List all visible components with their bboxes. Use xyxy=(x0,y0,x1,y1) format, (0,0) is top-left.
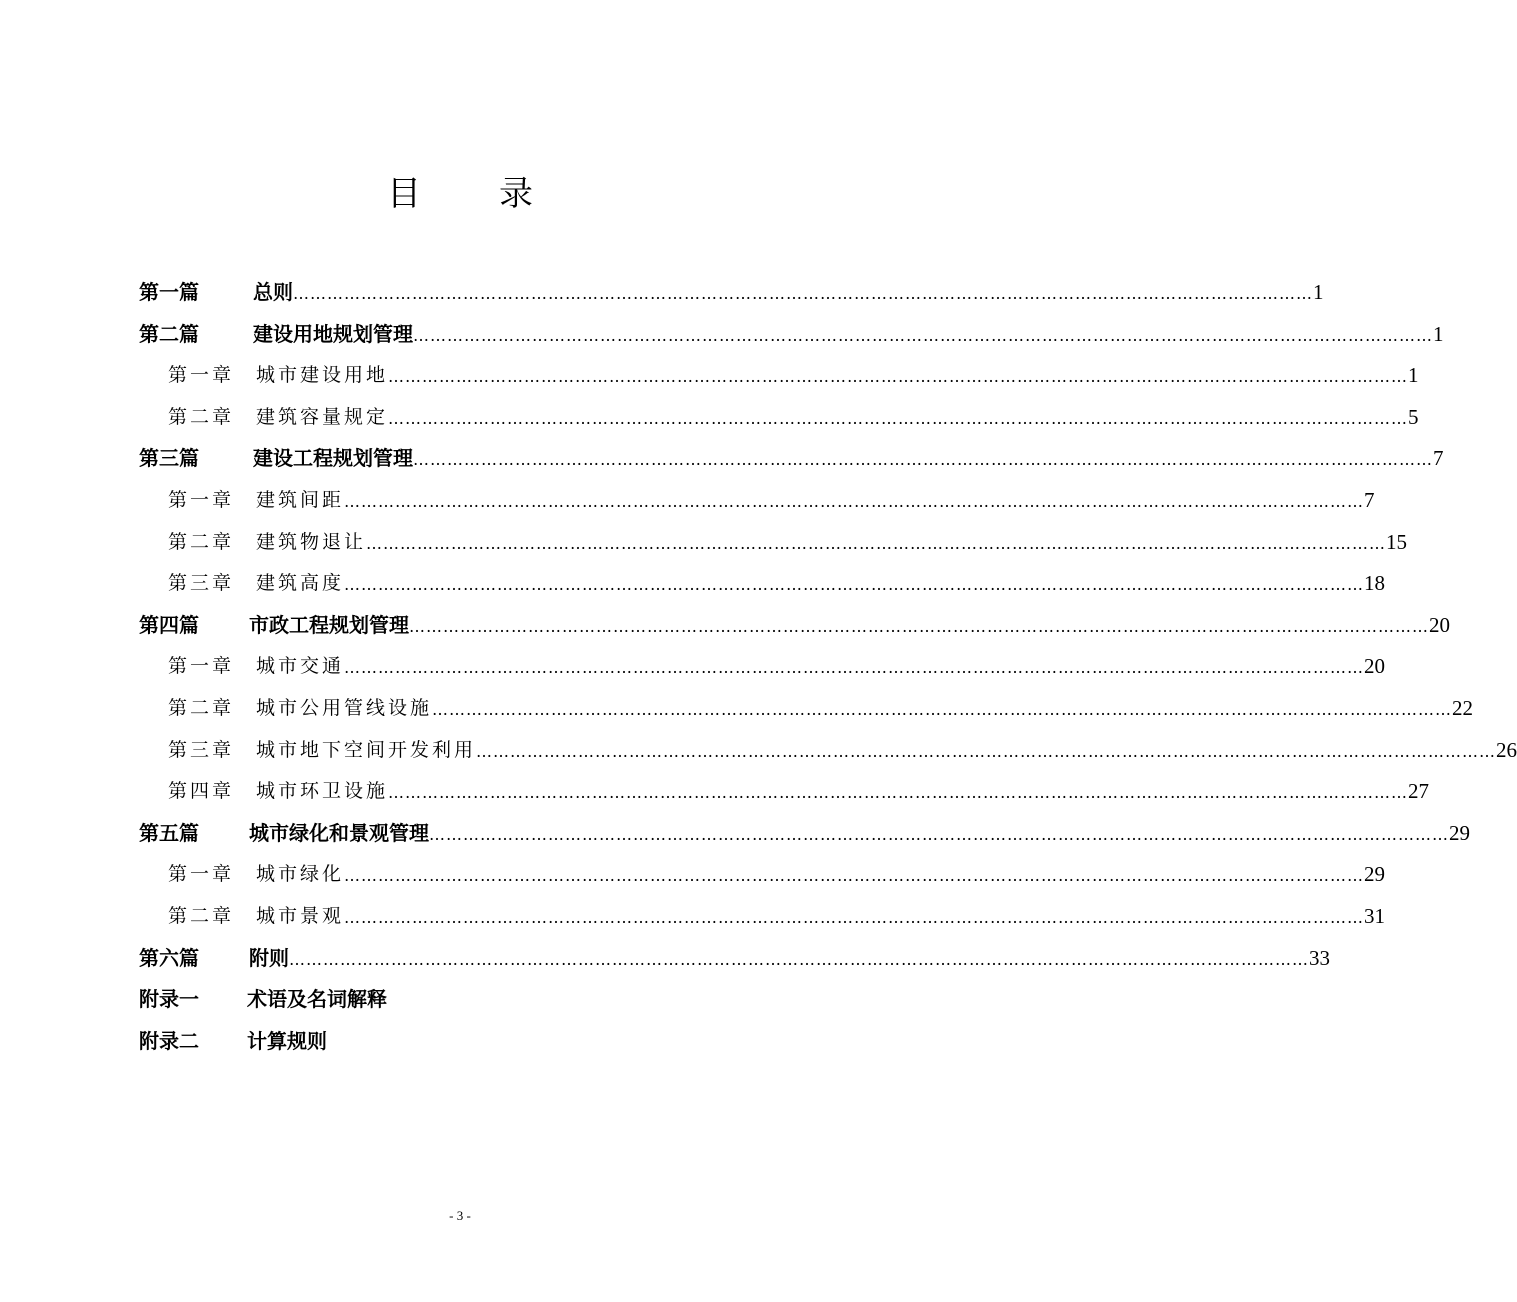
toc-page-number: 7 xyxy=(1433,446,1444,471)
toc-leader-dots: ……………………………………………………………………………………………………………………………………………………………… xyxy=(293,284,1313,303)
toc-part-entry[interactable] xyxy=(0,938,1330,978)
toc-page-number: 7 xyxy=(1364,488,1375,512)
toc-entry-line xyxy=(256,355,1419,395)
toc-leader-dots: ……………………………………………………………………………………………………………………………………………………………… xyxy=(388,408,1409,428)
toc-leader-dots: ……………………………………………………………………………………………………………………………………………………………… xyxy=(429,824,1449,844)
toc-entry-title: 附则 xyxy=(249,945,289,970)
toc-page-number: 1 xyxy=(1313,280,1324,304)
toc-entry-label: 第一章 xyxy=(168,863,235,886)
toc-page-number: 15 xyxy=(1386,529,1408,554)
toc-chapter-entry[interactable] xyxy=(0,522,1408,562)
toc-leader-dots: ……………………………………………………………………………………………………………………………………………………………… xyxy=(344,908,1365,927)
toc-entry-line xyxy=(253,438,1444,478)
title-char-1: 目 xyxy=(387,174,421,214)
toc-chapter-entry[interactable] xyxy=(0,730,1517,770)
toc-chapter-entry[interactable] xyxy=(0,563,1386,603)
toc-entry-title: 建筑容量规定 xyxy=(256,405,389,428)
toc-leader-dots: ……………………………………………………………………………………………………………………………………………………………… xyxy=(344,658,1365,678)
toc-leader-dots: ……………………………………………………………………………………………………………………………………………………………… xyxy=(388,367,1409,387)
toc-leader-dots: ……………………………………………………………………………………………………………………………………………………………… xyxy=(366,533,1387,553)
toc-leader-dots: ……………………………………………………………………………………………………………………………………………………………… xyxy=(344,492,1365,511)
toc-entry-title: 建设用地规划管理 xyxy=(253,321,413,346)
toc-entry-label: 第二章 xyxy=(168,697,235,719)
toc-entry-title: 计算规则 xyxy=(247,1028,327,1053)
toc-leader-dots: ……………………………………………………………………………………………………………………………………………………………… xyxy=(289,949,1309,969)
toc-entry-label: 第一篇 xyxy=(139,280,199,304)
toc-entry-line xyxy=(256,397,1419,437)
toc-entry-title: 城市建设用地 xyxy=(256,364,389,387)
toc-entry-title: 建筑高度 xyxy=(256,572,345,595)
toc-entry-label: 第二篇 xyxy=(139,321,199,346)
toc-part-entry[interactable] xyxy=(0,272,1324,312)
toc-chapter-entry[interactable] xyxy=(0,397,1419,437)
toc-entry-line xyxy=(249,938,1330,978)
toc-entry-label: 第一章 xyxy=(168,489,235,511)
toc-page-number: 22 xyxy=(1452,696,1474,720)
toc-entry-title: 建筑间距 xyxy=(256,489,345,511)
toc-entry-label: 第三章 xyxy=(168,572,235,595)
toc-entry-line xyxy=(256,563,1386,603)
toc-entry-label: 第五篇 xyxy=(139,820,199,845)
toc-part-entry[interactable] xyxy=(0,979,920,1019)
toc-part-entry[interactable] xyxy=(0,813,1470,853)
toc-leader-dots: ……………………………………………………………………………………………………………………………………………………………… xyxy=(344,575,1365,595)
toc-entry-label: 第一章 xyxy=(168,364,235,387)
toc-entry-title: 城市环卫设施 xyxy=(256,780,389,803)
toc-entry-line xyxy=(256,522,1408,562)
toc-part-entry[interactable] xyxy=(0,438,1444,478)
toc-entry-line xyxy=(256,771,1430,811)
page-title xyxy=(0,170,920,218)
page-number: - 3 - xyxy=(449,1208,471,1223)
toc-chapter-entry[interactable] xyxy=(0,646,1386,686)
toc-chapter-entry[interactable] xyxy=(0,355,1419,395)
toc-part-entry[interactable] xyxy=(0,314,1444,354)
toc-entry-label: 第六篇 xyxy=(139,945,199,970)
toc-entry-line xyxy=(256,896,1386,936)
toc-leader-dots: ……………………………………………………………………………………………………………………………………………………………… xyxy=(409,616,1429,636)
toc-entry-label: 第一章 xyxy=(168,655,235,678)
toc-part-entry[interactable] xyxy=(0,1021,920,1061)
toc-entry-label: 第四章 xyxy=(168,780,235,803)
toc-entry-line xyxy=(253,314,1444,354)
toc-entry-title: 城市景观 xyxy=(256,905,345,927)
toc-entry-title: 市政工程规划管理 xyxy=(249,612,409,637)
toc-entry-title: 城市地下空间开发利用 xyxy=(256,738,477,761)
toc-entry-line xyxy=(256,730,1517,770)
toc-page-number: 33 xyxy=(1309,945,1330,970)
toc-page-number: 18 xyxy=(1364,571,1386,596)
toc-chapter-entry[interactable] xyxy=(0,896,1386,936)
toc-page-number: 31 xyxy=(1364,904,1386,928)
toc-leader-dots: ……………………………………………………………………………………………………………………………………………………………… xyxy=(432,700,1453,719)
toc-entry-title: 建筑物退让 xyxy=(256,530,367,553)
toc-entry-title: 城市交通 xyxy=(256,655,345,678)
toc-entry-label: 第二章 xyxy=(168,530,235,553)
toc-entry-label: 第三章 xyxy=(168,738,235,761)
toc-page-number: 26 xyxy=(1496,737,1517,762)
toc-entry-line xyxy=(256,688,1474,728)
toc-entry-label: 附录二 xyxy=(139,1028,199,1053)
toc-entry-line xyxy=(256,480,1375,520)
toc-leader-dots: ……………………………………………………………………………………………………………………………………………………………… xyxy=(413,325,1433,345)
toc-part-entry[interactable] xyxy=(0,605,1450,645)
toc-chapter-entry[interactable] xyxy=(0,854,1386,894)
title-char-2: 录 xyxy=(499,174,533,214)
toc-entry-title: 建设工程规划管理 xyxy=(253,446,413,471)
toc-chapter-entry[interactable] xyxy=(0,480,1375,520)
toc-entry-line xyxy=(253,272,1324,312)
toc-chapter-entry[interactable] xyxy=(0,688,1474,728)
toc-entry-title: 城市公用管线设施 xyxy=(256,697,433,719)
toc-page-number: 1 xyxy=(1408,363,1419,388)
toc-entry-line xyxy=(256,646,1386,686)
toc-page-number: 29 xyxy=(1449,820,1470,845)
toc-entry-label: 第二章 xyxy=(168,905,235,927)
toc-entry-label: 第二章 xyxy=(168,405,235,428)
toc-entry-title: 城市绿化和景观管理 xyxy=(249,820,429,845)
toc-page-number: 1 xyxy=(1433,321,1444,346)
toc-chapter-entry[interactable] xyxy=(0,771,1430,811)
toc-entry-title: 城市绿化 xyxy=(256,863,345,886)
toc-leader-dots: ……………………………………………………………………………………………………………………………………………………………… xyxy=(476,741,1497,761)
toc-entry-label: 第四篇 xyxy=(139,612,199,637)
toc-page-number: 29 xyxy=(1364,862,1386,887)
toc-entry-title: 术语及名词解释 xyxy=(247,987,387,1012)
toc-leader-dots: ……………………………………………………………………………………………………………………………………………………………… xyxy=(388,783,1409,803)
toc-leader-dots: ……………………………………………………………………………………………………………………………………………………………… xyxy=(344,866,1365,886)
toc-leader-dots: ……………………………………………………………………………………………………………………………………………………………… xyxy=(413,450,1433,470)
toc-entry-label: 附录一 xyxy=(139,987,199,1012)
toc-entry-line xyxy=(249,605,1450,645)
toc-entry-title: 总则 xyxy=(253,280,293,304)
toc-page-number: 27 xyxy=(1408,779,1430,804)
toc-entry-line xyxy=(249,813,1470,853)
toc-entry-label: 第三篇 xyxy=(139,446,199,471)
toc-page-number: 20 xyxy=(1364,654,1386,679)
toc-page-number: 5 xyxy=(1408,404,1419,429)
toc-entry-line xyxy=(256,854,1386,894)
toc-page-number: 20 xyxy=(1429,612,1450,637)
